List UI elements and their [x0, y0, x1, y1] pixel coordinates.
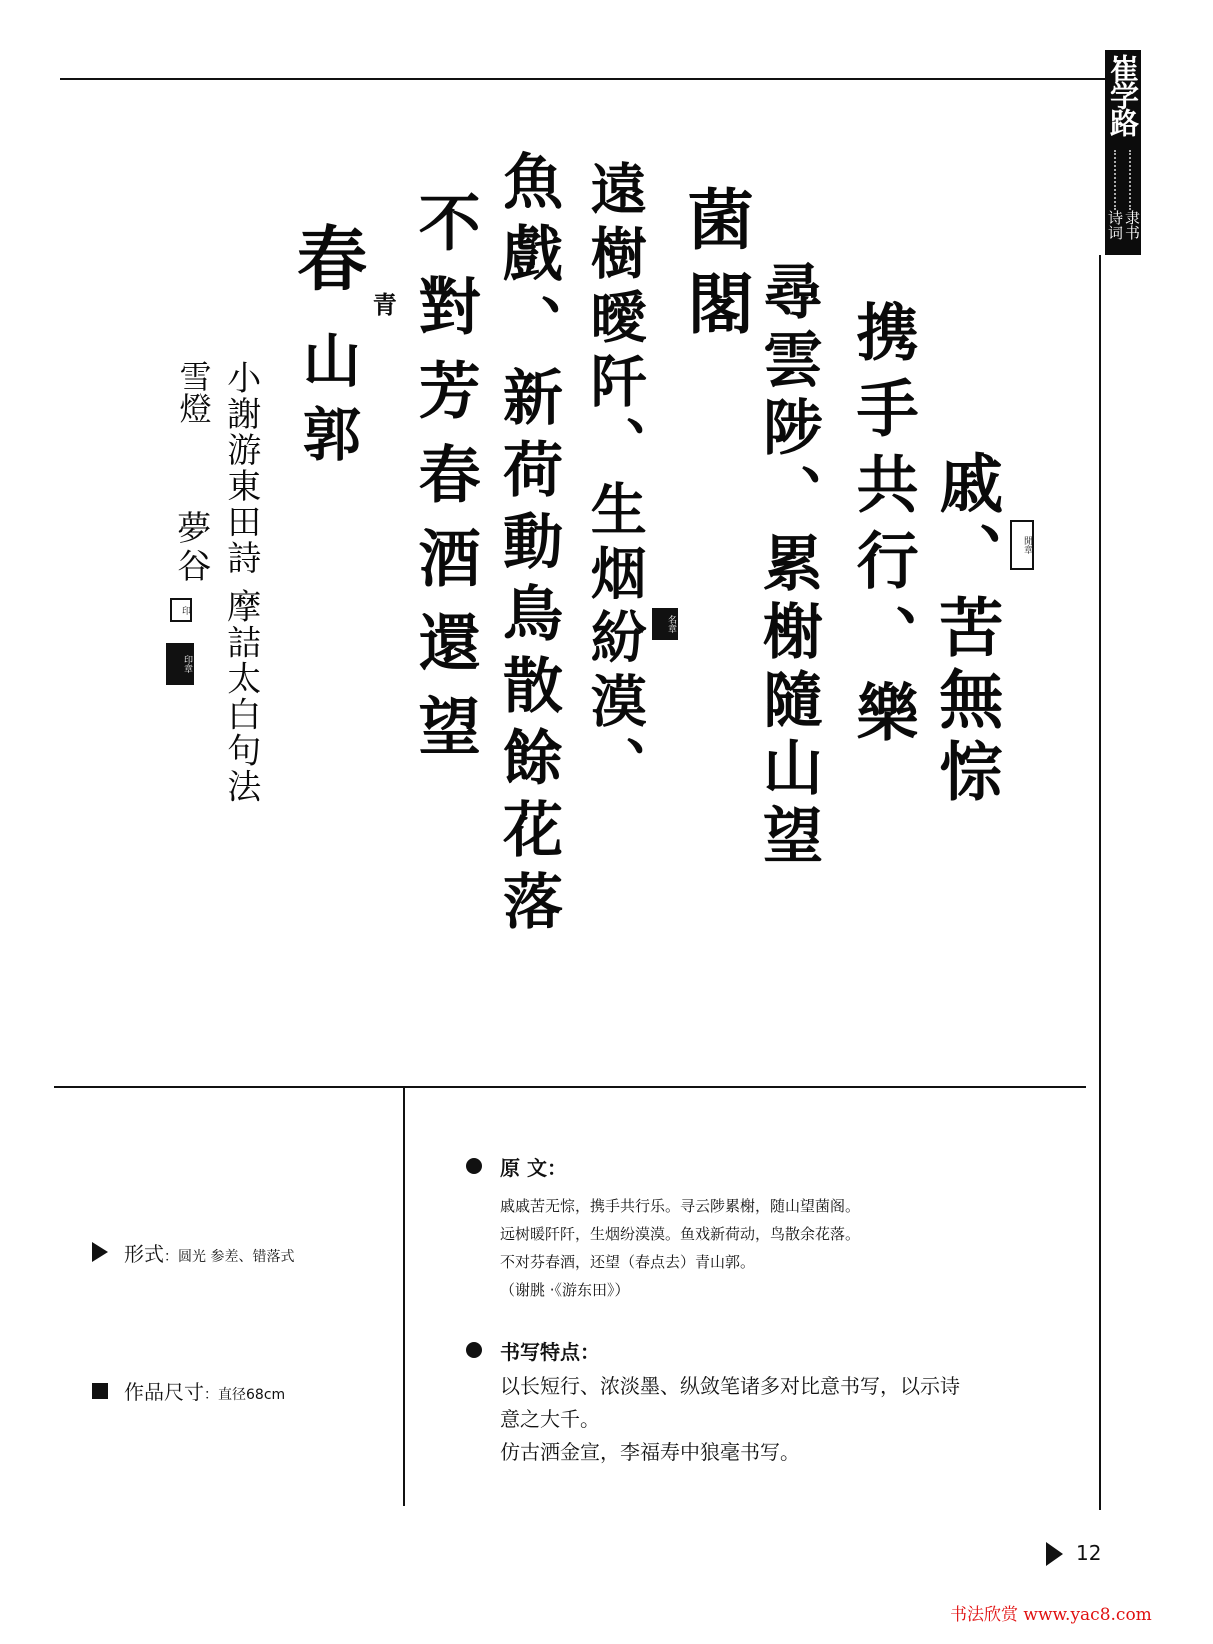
top-rule	[60, 78, 1105, 80]
features-heading-text: 书写特点	[500, 1340, 580, 1364]
size-label: 作品尺寸	[124, 1380, 204, 1404]
features-bullet-icon	[466, 1342, 482, 1358]
inscription: 小謝游東田詩 摩詰太白句法	[220, 360, 261, 805]
calligraphy-column-5: 遠樹曖阡、生烟紛漠、	[581, 160, 648, 800]
watermark: 书法欣赏 www.yac8.com	[950, 1605, 1152, 1625]
original-bullet-icon	[466, 1158, 482, 1174]
form-colon: ：	[164, 1249, 178, 1265]
features-text	[500, 1370, 960, 1469]
page-triangle-icon	[1046, 1542, 1063, 1566]
original-heading-text: 原 文	[500, 1156, 547, 1180]
size-spec	[124, 1376, 285, 1405]
series-dots-right	[1129, 150, 1133, 210]
form-value: 圆光 参差、错落式	[178, 1249, 295, 1265]
calligraphy-column-9: 山郭	[292, 330, 361, 478]
middle-rule	[54, 1086, 1086, 1088]
signature-name: 夢谷	[170, 510, 211, 586]
seal-signature-large: 印章	[166, 643, 194, 685]
features-heading: 书写特点：	[500, 1340, 600, 1364]
series-author: 崔学路	[1106, 54, 1140, 135]
calligraphy-correction: 青	[368, 292, 398, 316]
original-line: 不对芬春酒，还望（春点去）青山郭。	[500, 1253, 756, 1271]
seal-middle: 名章	[652, 608, 678, 640]
original-source: （谢朓 ·《游东田》）	[500, 1281, 630, 1299]
original-line: 远树暖阡阡，生烟纷漠漠。鱼戏新荷动，鸟散余花落。	[500, 1225, 861, 1243]
size-square-icon	[92, 1383, 108, 1399]
features-line: 仿古洒金宣，李福寿中狼毫书写。	[500, 1440, 800, 1464]
column-divider	[403, 1088, 405, 1506]
original-text	[500, 1192, 860, 1304]
calligraphy-column-3: 尋雲陟、累榭隨山望	[753, 260, 823, 872]
form-spec	[124, 1238, 294, 1267]
seal-signature-small: 印	[170, 598, 192, 622]
size-value: 直径68cm	[218, 1387, 286, 1403]
original-line: 戚戚苦无悰，携手共行乐。寻云陟累榭，随山望菌阁。	[500, 1197, 861, 1215]
series-dots-left	[1114, 150, 1118, 210]
form-label: 形式	[124, 1242, 164, 1266]
series-tag-right: 隶书	[1123, 210, 1141, 240]
features-line: 意之大千。	[500, 1407, 600, 1431]
series-tag-left: 诗词	[1106, 210, 1124, 240]
calligraphy-column-7: 不對芳春酒還望	[408, 190, 482, 778]
calligraphy-column-6: 魚戲、新荷動鳥散餘花落	[493, 150, 563, 942]
series-tab	[1105, 50, 1141, 255]
size-colon: ：	[204, 1387, 218, 1403]
calligraphy-column-1: 戚、苦無悰	[928, 450, 1004, 810]
seal-top-right: 閒章	[1010, 520, 1034, 570]
signature-studio: 雪燈	[174, 360, 213, 424]
calligraphy-column-2: 携手共行、樂	[846, 300, 920, 756]
features-line: 以长短行、浓淡墨、纵敛笔诸多对比意书写，以示诗	[500, 1374, 960, 1398]
right-rule	[1099, 255, 1101, 1510]
original-heading: 原 文：	[500, 1156, 567, 1180]
form-triangle-icon	[92, 1242, 108, 1262]
calligraphy-column-8: 春	[285, 222, 369, 292]
calligraphy-column-4: 菌閣	[676, 185, 755, 353]
page-number: 12	[1076, 1541, 1102, 1565]
